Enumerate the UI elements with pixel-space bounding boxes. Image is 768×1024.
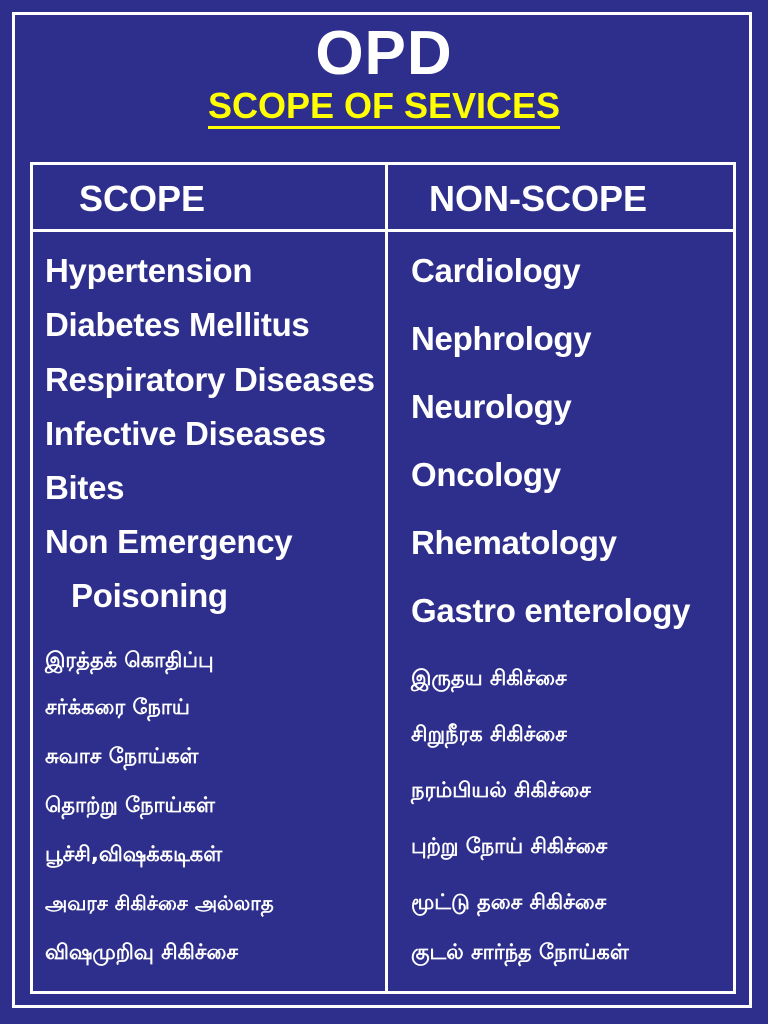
nonscope-tamil-item: குடல் சார்ந்த நோய்கள் xyxy=(411,940,629,964)
scope-tamil-item: சர்க்கரை நோய் xyxy=(45,695,190,719)
nonscope-item: Cardiology xyxy=(411,252,581,289)
scope-item: Hypertension xyxy=(45,252,253,289)
scope-item: Bites xyxy=(45,469,125,506)
scope-tamil-item: சுவாச நோய்கள் xyxy=(45,744,199,768)
scope-item: Infective Diseases xyxy=(45,415,326,452)
scope-item: Poisoning xyxy=(71,577,228,614)
scope-table xyxy=(30,162,736,994)
nonscope-tamil-item: நரம்பியல் சிகிச்சை xyxy=(411,778,591,802)
scope-tamil-item: விஷமுறிவு சிகிச்சை xyxy=(45,940,238,964)
nonscope-tamil-item: புற்று நோய் சிகிச்சை xyxy=(411,834,608,858)
nonscope-item: Nephrology xyxy=(411,320,592,357)
scope-tamil-item: தொற்று நோய்கள் xyxy=(45,793,215,817)
scope-column-header: SCOPE xyxy=(79,178,206,219)
page-subtitle-text: SCOPE OF SEVICES xyxy=(208,85,560,129)
scope-tamil-item: பூச்சி,விஷக்கடிகள் xyxy=(45,842,223,866)
nonscope-item: Gastro enterology xyxy=(411,592,691,629)
scope-tamil-item: அவரச சிகிச்சை அல்லாத xyxy=(45,891,274,915)
nonscope-tamil-item: இருதய சிகிச்சை xyxy=(411,666,567,690)
nonscope-tamil-item: மூட்டு தசை சிகிச்சை xyxy=(411,890,607,914)
scope-item: Non Emergency xyxy=(45,523,293,560)
scope-tamil-item: இரத்தக் கொதிப்பு xyxy=(45,648,214,672)
scope-item: Diabetes Mellitus xyxy=(45,306,310,343)
nonscope-tamil-item: சிறுநீரக சிகிச்சை xyxy=(411,722,567,746)
column-divider xyxy=(385,165,388,991)
nonscope-item: Oncology xyxy=(411,456,561,493)
page-subtitle xyxy=(0,84,768,128)
header-rule xyxy=(33,229,733,232)
nonscope-item: Neurology xyxy=(411,388,572,425)
nonscope-column-header: NON-SCOPE xyxy=(429,178,648,219)
nonscope-item: Rhematology xyxy=(411,524,617,561)
page-title: OPD xyxy=(315,19,453,88)
scope-item: Respiratory Diseases xyxy=(45,361,375,398)
